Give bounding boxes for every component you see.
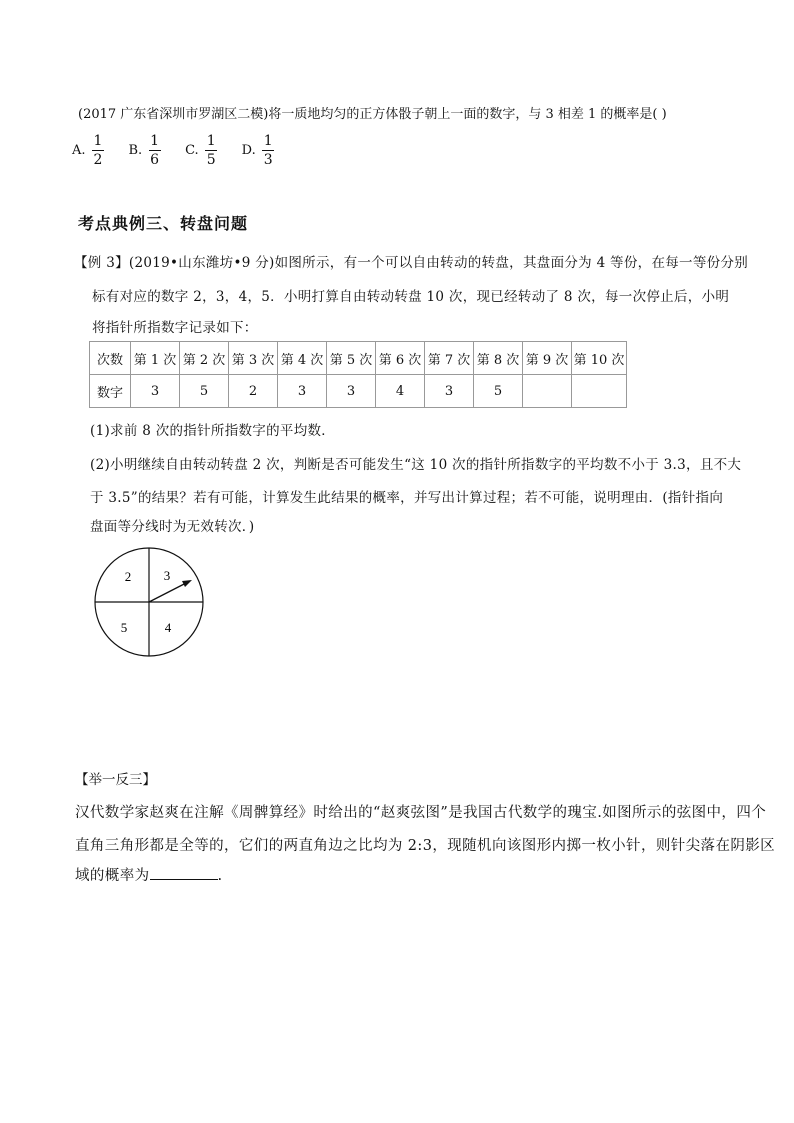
table-header-cell: 第 3 次 <box>229 342 278 375</box>
table-cell: 数字 <box>90 375 131 408</box>
choice-b <box>128 133 161 168</box>
fraction-bar <box>92 150 104 151</box>
spinner-label-top-left: 2 <box>124 569 132 584</box>
extend-line-1: 汉代数学家赵爽在注解《周髀算经》时给出的“赵爽弦图”是我国古代数学的瑰宝.如图所示的弦图中，四个 <box>75 805 767 821</box>
choice-letter: A. <box>72 142 86 158</box>
denominator: 5 <box>206 151 216 168</box>
table-cell: 3 <box>131 375 180 408</box>
table-header-cell: 第 7 次 <box>425 342 474 375</box>
table-header-cell: 次数 <box>90 342 131 375</box>
sub-question-2-line-2: 于 3.5”的结果？若有可能，计算发生此结果的概率，并写出计算过程；若不可能，说明理由．(指针指向 <box>90 490 724 506</box>
table-cell: 3 <box>278 375 327 408</box>
fraction-bar <box>205 150 217 151</box>
numerator: 1 <box>206 132 216 149</box>
question-1-choices <box>72 128 299 172</box>
table-cell: 3 <box>425 375 474 408</box>
fraction <box>148 133 161 168</box>
table-header-cell: 第 8 次 <box>474 342 523 375</box>
fraction <box>92 133 105 168</box>
spinner-label-bottom-right: 4 <box>164 620 172 635</box>
example-stem-line-2: 标有对应的数字 2，3，4，5．小明打算自由转动转盘 10 次，现已经转动了 8 次，每一次停止后，小明 <box>92 289 730 305</box>
spinner-label-top-right: 3 <box>163 568 171 583</box>
extend-line-3-end: . <box>217 868 223 884</box>
extend-title: 【举一反三】 <box>75 772 156 788</box>
extend-line-2: 直角三角形都是全等的，它们的两直角边之比均为 2:3，现随机向该图形内掷一枚小针，则针尖落在阴影区 <box>75 838 776 854</box>
table-row <box>90 375 627 408</box>
table-cell: 2 <box>229 375 278 408</box>
denominator: 3 <box>263 151 273 168</box>
section-title: 考点典例三、转盘问题 <box>78 214 249 233</box>
table-header-cell: 第 6 次 <box>376 342 425 375</box>
table-cell: 5 <box>180 375 229 408</box>
sub-question-2-line-3: 盘面等分线时为无效转次．) <box>90 519 255 535</box>
sub-question-1: (1)求前 8 次的指针所指数字的平均数． <box>90 423 336 439</box>
table-cell <box>572 375 627 408</box>
choice-c <box>185 133 218 168</box>
example-stem-line-1: 【例 3】(2019•山东潍坊•9 分)如图所示，有一个可以自由转动的转盘，其盘面分为 4 等份，在每一等份分别 <box>74 255 749 271</box>
table-cell: 5 <box>474 375 523 408</box>
numerator: 1 <box>150 132 160 149</box>
denominator: 6 <box>150 151 160 168</box>
sub-question-2-line-1: (2)小明继续自由转动转盘 2 次，判断是否可能发生“这 10 次的指针所指数字的平均数不小于 3.3，且不大 <box>90 457 742 473</box>
record-table <box>89 341 627 408</box>
table-cell: 3 <box>327 375 376 408</box>
extend-line-3-text: 域的概率为 <box>75 868 150 884</box>
table-header-cell: 第 10 次 <box>572 342 627 375</box>
numerator: 1 <box>263 132 273 149</box>
table-row <box>90 342 627 375</box>
spinner-diagram <box>93 546 205 658</box>
choice-letter: C. <box>185 142 199 158</box>
extend-line-3 <box>75 864 223 885</box>
spinner-label-bottom-left: 5 <box>120 620 128 635</box>
fraction <box>262 133 275 168</box>
table-header-cell: 第 9 次 <box>523 342 572 375</box>
fraction-bar <box>149 150 161 151</box>
table-cell <box>523 375 572 408</box>
question-1-stem: (2017 广东省深圳市罗湖区二模)将一质地均匀的正方体骰子朝上一面的数字，与 3 相差 1 的概率是( ) <box>78 107 667 122</box>
numerator: 1 <box>93 132 103 149</box>
table-header-cell: 第 1 次 <box>131 342 180 375</box>
denominator: 2 <box>93 151 103 168</box>
choice-d <box>242 133 275 168</box>
fraction <box>205 133 218 168</box>
fraction-bar <box>262 150 274 151</box>
answer-blank[interactable] <box>150 865 218 880</box>
choice-letter: B. <box>128 142 143 158</box>
choice-a <box>72 133 104 168</box>
spinner-pointer-arrowhead <box>182 580 192 587</box>
example-stem-line-3: 将指针所指数字记录如下： <box>92 320 258 336</box>
choice-letter: D. <box>241 142 256 158</box>
table-cell: 4 <box>376 375 425 408</box>
table-header-cell: 第 5 次 <box>327 342 376 375</box>
table-header-cell: 第 4 次 <box>278 342 327 375</box>
table-header-cell: 第 2 次 <box>180 342 229 375</box>
